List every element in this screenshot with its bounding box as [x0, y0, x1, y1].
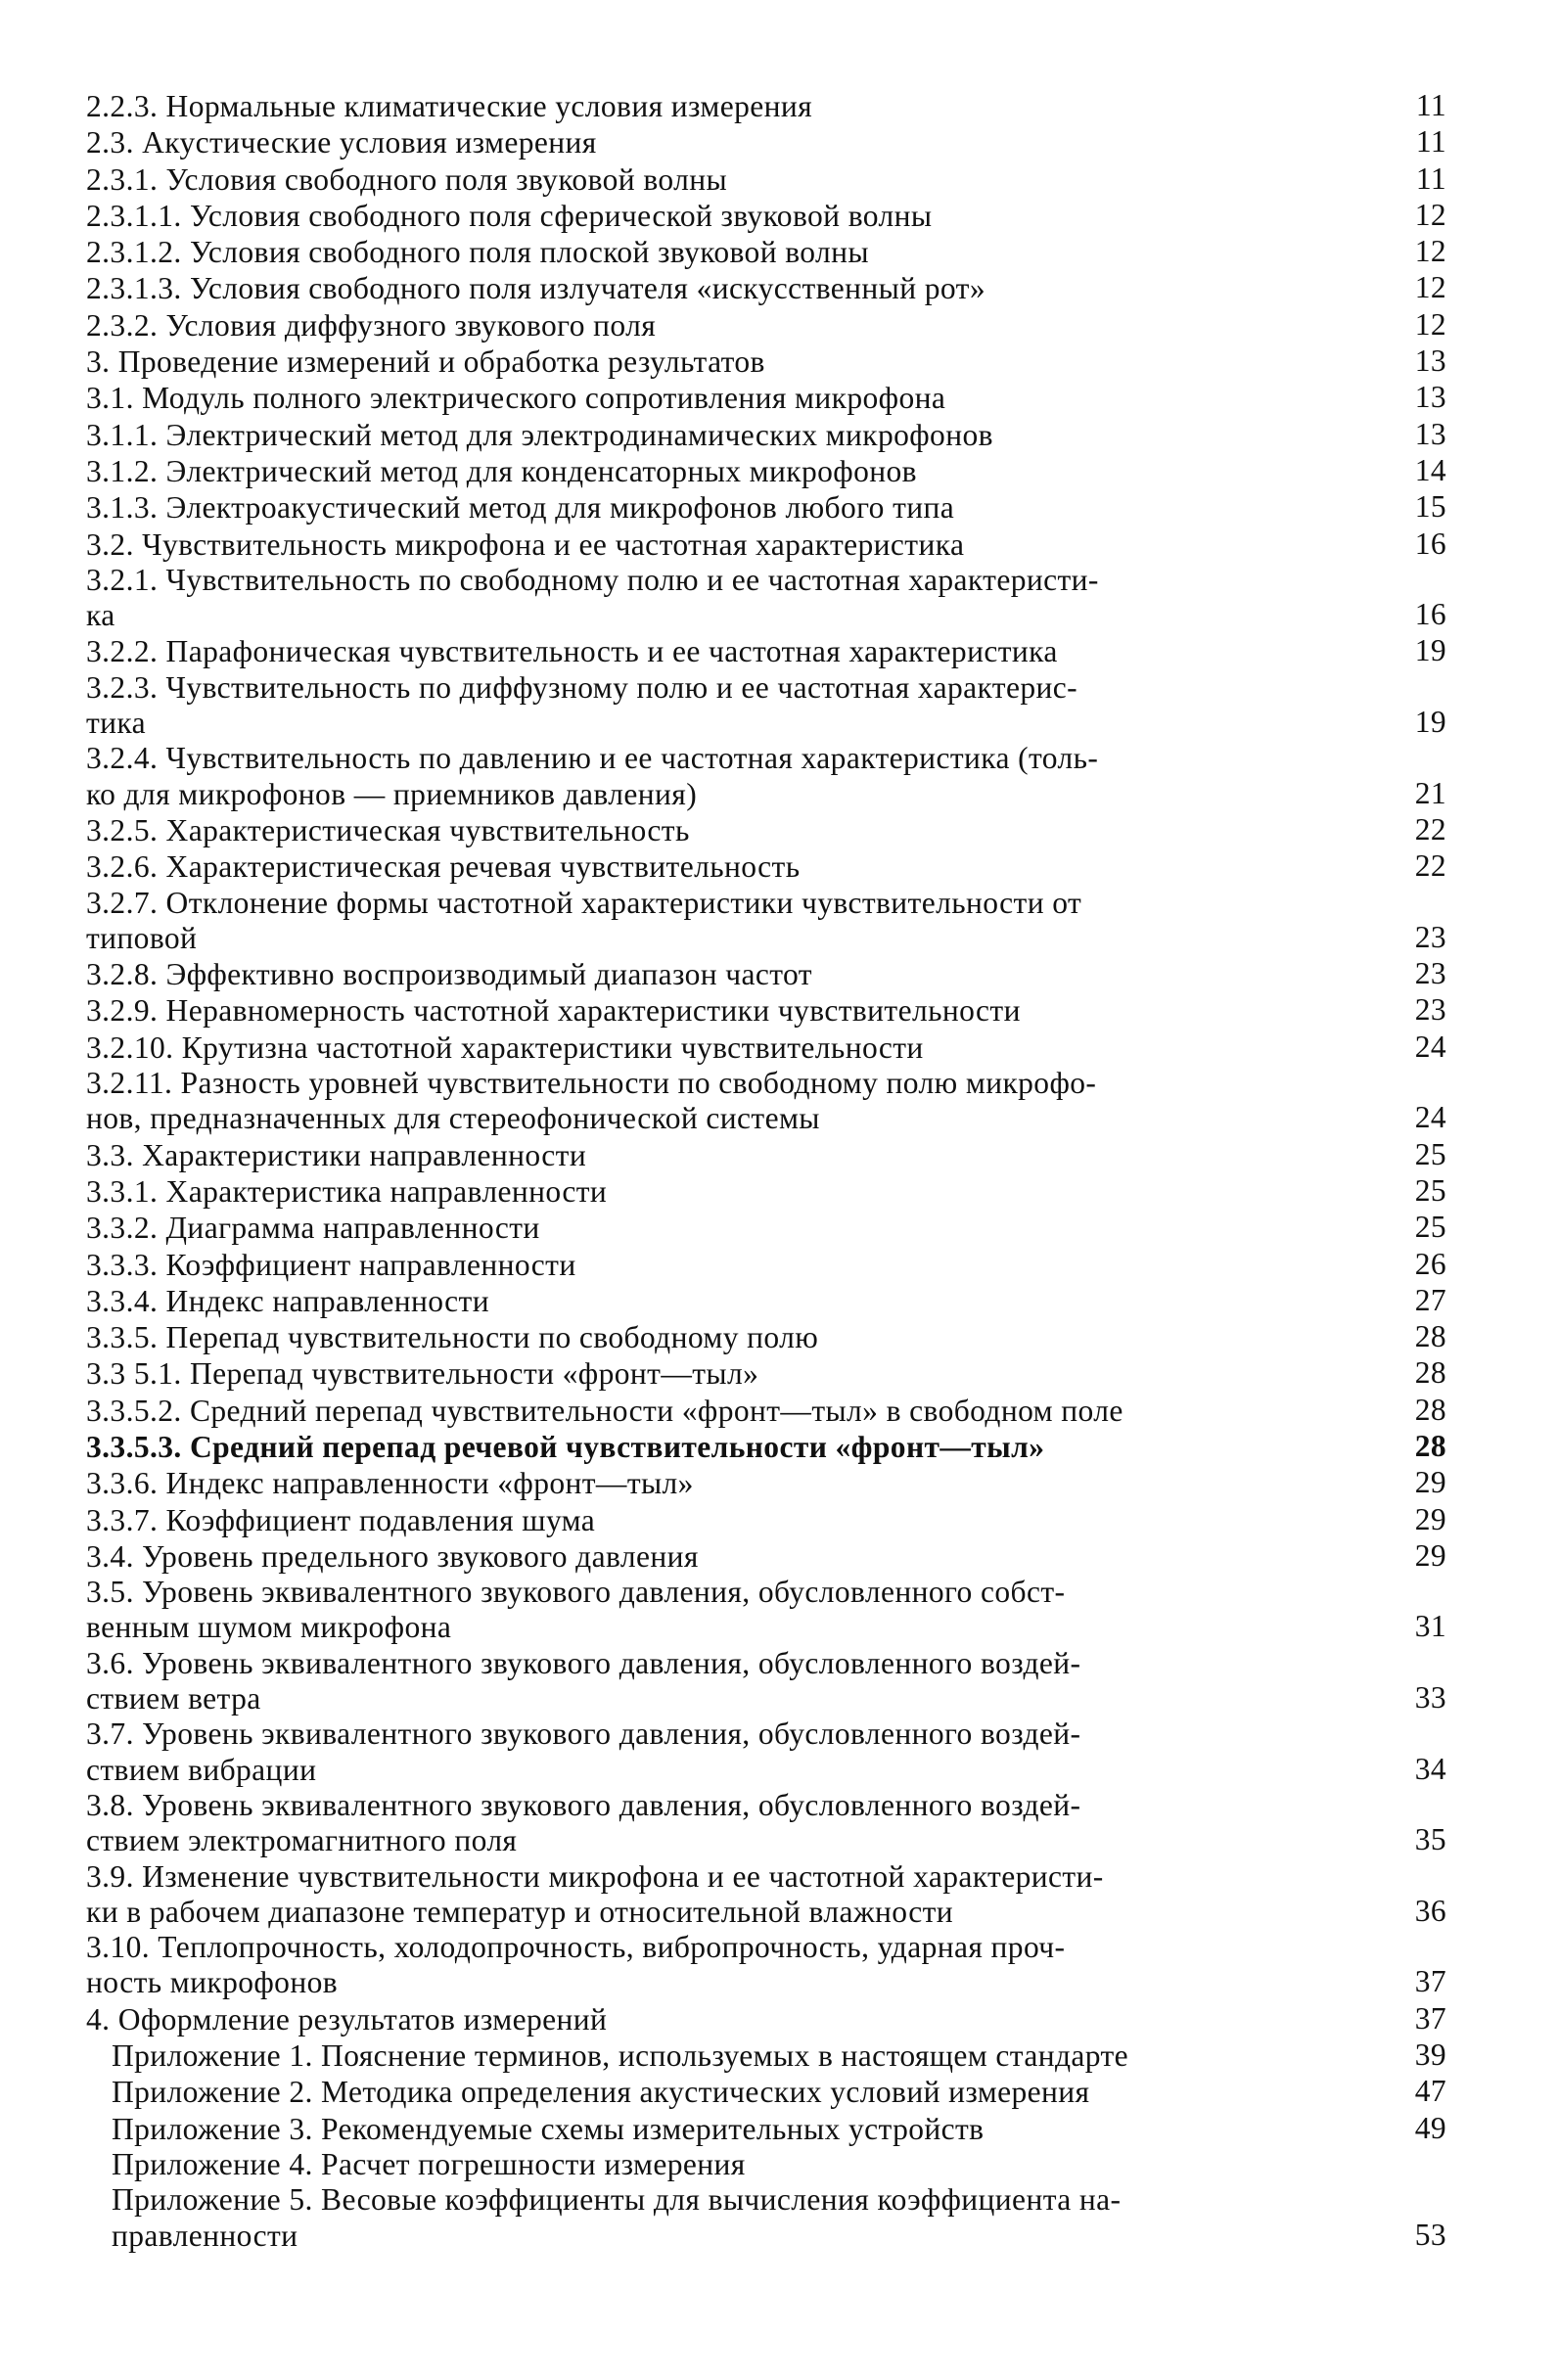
toc-entry-title: Приложение 1. Пояснение терминов, используемых в настоящем стандарте — [112, 2038, 1129, 2074]
toc-entry-title: 2.3.1.1. Условия свободного поля сферической звуковой волны — [86, 198, 933, 233]
toc-entry-title: 3.3.6. Индекс направленности «фронт—тыл» — [86, 1466, 694, 1501]
toc-entry-page: 29 — [1414, 1537, 1446, 1573]
toc-entry-title: 3.1.3. Электроакустический метод для микрофонов любого типа — [86, 490, 955, 526]
toc-entry-page: 24 — [1414, 1100, 1446, 1135]
toc-entry-title: 2.3.1. Условия свободного поля звуковой волны — [86, 161, 728, 197]
toc-entry-title: 3.3.5.3. Средний перепад речевой чувствительности «фронт—тыл» — [86, 1429, 1045, 1464]
toc-entry — [86, 1716, 1446, 1788]
toc-entry-page: 19 — [1414, 705, 1446, 740]
toc-entry-page: 11 — [1415, 160, 1446, 196]
toc-entry-title: 3.7. Уровень эквивалентного звукового давления, обусловленного воздей- ствием вибрации — [86, 1716, 1081, 1787]
toc-entry — [86, 453, 1446, 489]
toc-entry-title: 3.3.4. Индекс направленности — [86, 1283, 489, 1318]
toc-entry-appendix — [86, 2111, 1446, 2147]
toc-entry-title: 3.2.5. Характеристическая чувствительность — [86, 812, 690, 847]
toc-entry — [86, 1066, 1446, 1137]
toc-entry — [86, 741, 1446, 812]
toc-entry-page: 37 — [1414, 2000, 1446, 2036]
toc-entry — [86, 161, 1446, 198]
toc-entry-appendix — [86, 2037, 1446, 2074]
toc-entry-page: 31 — [1414, 1609, 1446, 1644]
toc-entry-title: 3.3.2. Диаграмма направленности — [86, 1211, 540, 1246]
toc-entry-page: 35 — [1414, 1822, 1446, 1857]
toc-entry-title: 3.3 5.1. Перепад чувствительности «фронт—тыл» — [86, 1356, 759, 1392]
toc-entry-title: 3.3. Характеристики направленности — [86, 1137, 587, 1172]
toc-entry-title: 3.6. Уровень эквивалентного звукового давления, обусловленного воздей- ствием ветра — [86, 1645, 1081, 1716]
toc-entry-title: 3.9. Изменение чувствительности микрофона и ее частотной характеристи- ки в рабочем диапазоне температур и относительной влажности — [86, 1858, 1104, 1929]
toc-entry-title: 3.2.4. Чувствительность по давлению и ее частотная характеристика (толь- ко для микрофонов — приемников давления) — [86, 741, 1099, 811]
toc-entry-title: 3.5. Уровень эквивалентного звукового давления, обусловленного собст- венным шумом микрофона — [86, 1575, 1066, 1645]
toc-entry-page: 14 — [1414, 452, 1446, 487]
toc-entry — [86, 848, 1446, 885]
table-of-contents — [86, 88, 1446, 2254]
toc-entry-page: 22 — [1414, 811, 1446, 847]
toc-entry — [86, 1355, 1446, 1392]
toc-entry — [86, 1859, 1446, 1931]
toc-entry-title: 3.3.1. Характеристика направленности — [86, 1173, 608, 1209]
toc-entry — [86, 563, 1446, 634]
toc-entry — [86, 88, 1446, 124]
toc-entry-title: 3.2.10. Крутизна частотной характеристики чувствительности — [86, 1030, 924, 1065]
toc-entry — [86, 124, 1446, 160]
toc-entry — [86, 198, 1446, 234]
toc-entry — [86, 1575, 1446, 1646]
toc-entry-page: 37 — [1414, 1964, 1446, 1999]
toc-entry-page: 33 — [1414, 1680, 1446, 1716]
toc-entry — [86, 633, 1446, 669]
toc-entry — [86, 1393, 1446, 1429]
toc-entry — [86, 1173, 1446, 1210]
toc-entry — [86, 1247, 1446, 1283]
toc-entry — [86, 1465, 1446, 1501]
toc-entry-page — [1376, 2181, 1446, 2182]
toc-entry-page: 29 — [1414, 1501, 1446, 1536]
toc-entry-page: 27 — [1414, 1282, 1446, 1317]
toc-entry-title: 3.3.3. Коэффициент направленности — [86, 1247, 576, 1282]
toc-entry-title: 3.2.9. Неравномерность частотной характеристики чувствительности — [86, 993, 1021, 1029]
toc-entry-title: 3.2.2. Парафоническая чувствительность и ее частотная характеристика — [86, 634, 1058, 669]
toc-entry-title: 2.2.3. Нормальные климатические условия измерения — [86, 89, 813, 123]
toc-entry — [86, 1030, 1446, 1066]
toc-entry-appendix — [86, 2182, 1446, 2254]
toc-entry-page: 36 — [1414, 1893, 1446, 1928]
toc-entry-page: 23 — [1414, 919, 1446, 954]
toc-entry-page: 11 — [1415, 124, 1446, 160]
toc-entry-page: 39 — [1414, 2037, 1446, 2073]
toc-entry — [86, 380, 1446, 416]
toc-entry-title: 3.8. Уровень эквивалентного звукового давления, обусловленного воздей- ствием электромагнитного поля — [86, 1787, 1081, 1858]
toc-entry — [86, 1210, 1446, 1246]
toc-entry — [86, 343, 1446, 380]
toc-entry-title: Приложение 3. Рекомендуемые схемы измерительных устройств — [112, 2111, 985, 2146]
toc-entry-title: Приложение 5. Весовые коэффициенты для вычисления коэффициента на- правленности — [112, 2182, 1122, 2253]
toc-entry — [86, 1538, 1446, 1575]
toc-entry-page: 13 — [1414, 343, 1446, 379]
toc-entry-title: 3.2.7. Отклонение формы частотной характеристики чувствительности от типовой — [86, 885, 1082, 955]
toc-entry — [86, 489, 1446, 526]
toc-entry — [86, 1283, 1446, 1319]
toc-entry-page: 25 — [1414, 1172, 1446, 1208]
toc-entry-title: 2.3.1.3. Условия свободного поля излучателя «искусственный рот» — [86, 271, 985, 306]
toc-entry — [86, 1319, 1446, 1355]
toc-entry-title: 2.3.2. Условия диффузного звукового поля — [86, 307, 657, 343]
toc-entry-page: 29 — [1414, 1465, 1446, 1500]
toc-entry-title: Приложение 2. Методика определения акустических условий измерения — [112, 2075, 1090, 2110]
toc-entry-title: 3.2.6. Характеристическая речевая чувствительность — [86, 849, 801, 885]
toc-entry-title: 3.10. Теплопрочность, холодопрочность, вибропрочность, ударная проч- ность микрофонов — [86, 1930, 1066, 2000]
toc-entry-title: 3. Проведение измерений и обработка результатов — [86, 344, 765, 380]
toc-entry-page: 25 — [1414, 1210, 1446, 1245]
toc-entry-page: 34 — [1414, 1751, 1446, 1786]
toc-entry-page: 16 — [1414, 526, 1446, 561]
toc-entry — [86, 1788, 1446, 1859]
toc-entry-page: 15 — [1414, 489, 1446, 525]
toc-entry-title: 2.3.1.2. Условия свободного поля плоской звуковой волны — [86, 235, 869, 270]
toc-entry — [86, 1930, 1446, 2001]
toc-entry-title: 3.3.5. Перепад чувствительности по свободному полю — [86, 1320, 819, 1355]
toc-entry-page: 28 — [1414, 1428, 1446, 1463]
toc-entry-page: 16 — [1414, 597, 1446, 632]
toc-entry-title: 2.3. Акустические условия измерения — [86, 125, 597, 160]
toc-entry-title: 3.1.1. Электрический метод для электродинамических микрофонов — [86, 417, 993, 452]
toc-entry-title: 3.3.7. Коэффициент подавления шума — [86, 1502, 596, 1537]
toc-entry-page: 12 — [1414, 306, 1446, 342]
toc-entry-page: 12 — [1414, 270, 1446, 305]
toc-entry — [86, 526, 1446, 563]
toc-entry-page: 21 — [1414, 775, 1446, 810]
toc-entry-page: 13 — [1414, 416, 1446, 451]
toc-entry-title: 3.2.1. Чувствительность по свободному полю и ее частотная характеристи- ка — [86, 562, 1099, 633]
toc-entry — [86, 812, 1446, 848]
toc-entry — [86, 670, 1446, 742]
toc-entry-title: 3.1. Модуль полного электрического сопротивления микрофона — [86, 381, 946, 416]
toc-entry-appendix — [86, 2147, 1446, 2182]
toc-entry-title: 3.2. Чувствительность микрофона и ее частотная характеристика — [86, 526, 965, 562]
toc-entry-page: 23 — [1414, 992, 1446, 1028]
toc-entry-page: 47 — [1414, 2074, 1446, 2109]
toc-entry — [86, 992, 1446, 1029]
toc-entry — [86, 1502, 1446, 1538]
toc-entry — [86, 886, 1446, 957]
toc-entry-page: 23 — [1414, 956, 1446, 991]
toc-entry — [86, 1429, 1446, 1465]
toc-entry — [86, 2001, 1446, 2037]
toc-entry-page: 22 — [1414, 848, 1446, 884]
toc-entry-page: 26 — [1414, 1246, 1446, 1281]
toc-entry-page: 28 — [1414, 1319, 1446, 1354]
toc-entry — [86, 956, 1446, 992]
toc-entry-page: 11 — [1415, 88, 1446, 122]
toc-entry-page: 13 — [1414, 380, 1446, 415]
toc-entry-title: 3.2.3. Чувствительность по диффузному полю и ее частотная характерис- тика — [86, 669, 1078, 741]
toc-entry-title: 4. Оформление результатов измерений — [86, 2001, 608, 2037]
toc-entry-page: 28 — [1414, 1355, 1446, 1391]
toc-entry-title: Приложение 4. Расчет погрешности измерения — [112, 2146, 746, 2181]
toc-entry-page: 12 — [1414, 197, 1446, 232]
toc-entry-page: 24 — [1414, 1029, 1446, 1064]
toc-entry-page: 28 — [1414, 1392, 1446, 1427]
toc-entry-page: 25 — [1414, 1136, 1446, 1171]
toc-entry — [86, 234, 1446, 270]
toc-entry — [86, 1137, 1446, 1173]
toc-entry-page: 12 — [1414, 234, 1446, 269]
toc-entry — [86, 307, 1446, 343]
toc-entry-page: 49 — [1414, 2110, 1446, 2145]
toc-entry — [86, 270, 1446, 306]
toc-entry-title: 3.2.8. Эффективно воспроизводимый диапазон частот — [86, 957, 812, 992]
toc-entry — [86, 417, 1446, 453]
toc-entry-page: 53 — [1414, 2217, 1446, 2252]
toc-entry-title: 3.2.11. Разность уровней чувствительности по свободному полю микрофо- нов, предназначенных для стереофонической системы — [86, 1066, 1097, 1136]
toc-entry-title: 3.1.2. Электрический метод для конденсаторных микрофонов — [86, 453, 917, 488]
toc-entry-title: 3.3.5.2. Средний перепад чувствительности «фронт—тыл» в свободном поле — [86, 1393, 1123, 1428]
toc-entry-title: 3.4. Уровень предельного звукового давления — [86, 1538, 699, 1574]
toc-entry-appendix — [86, 2074, 1446, 2110]
toc-entry-page: 19 — [1414, 633, 1446, 668]
toc-entry — [86, 1646, 1446, 1717]
